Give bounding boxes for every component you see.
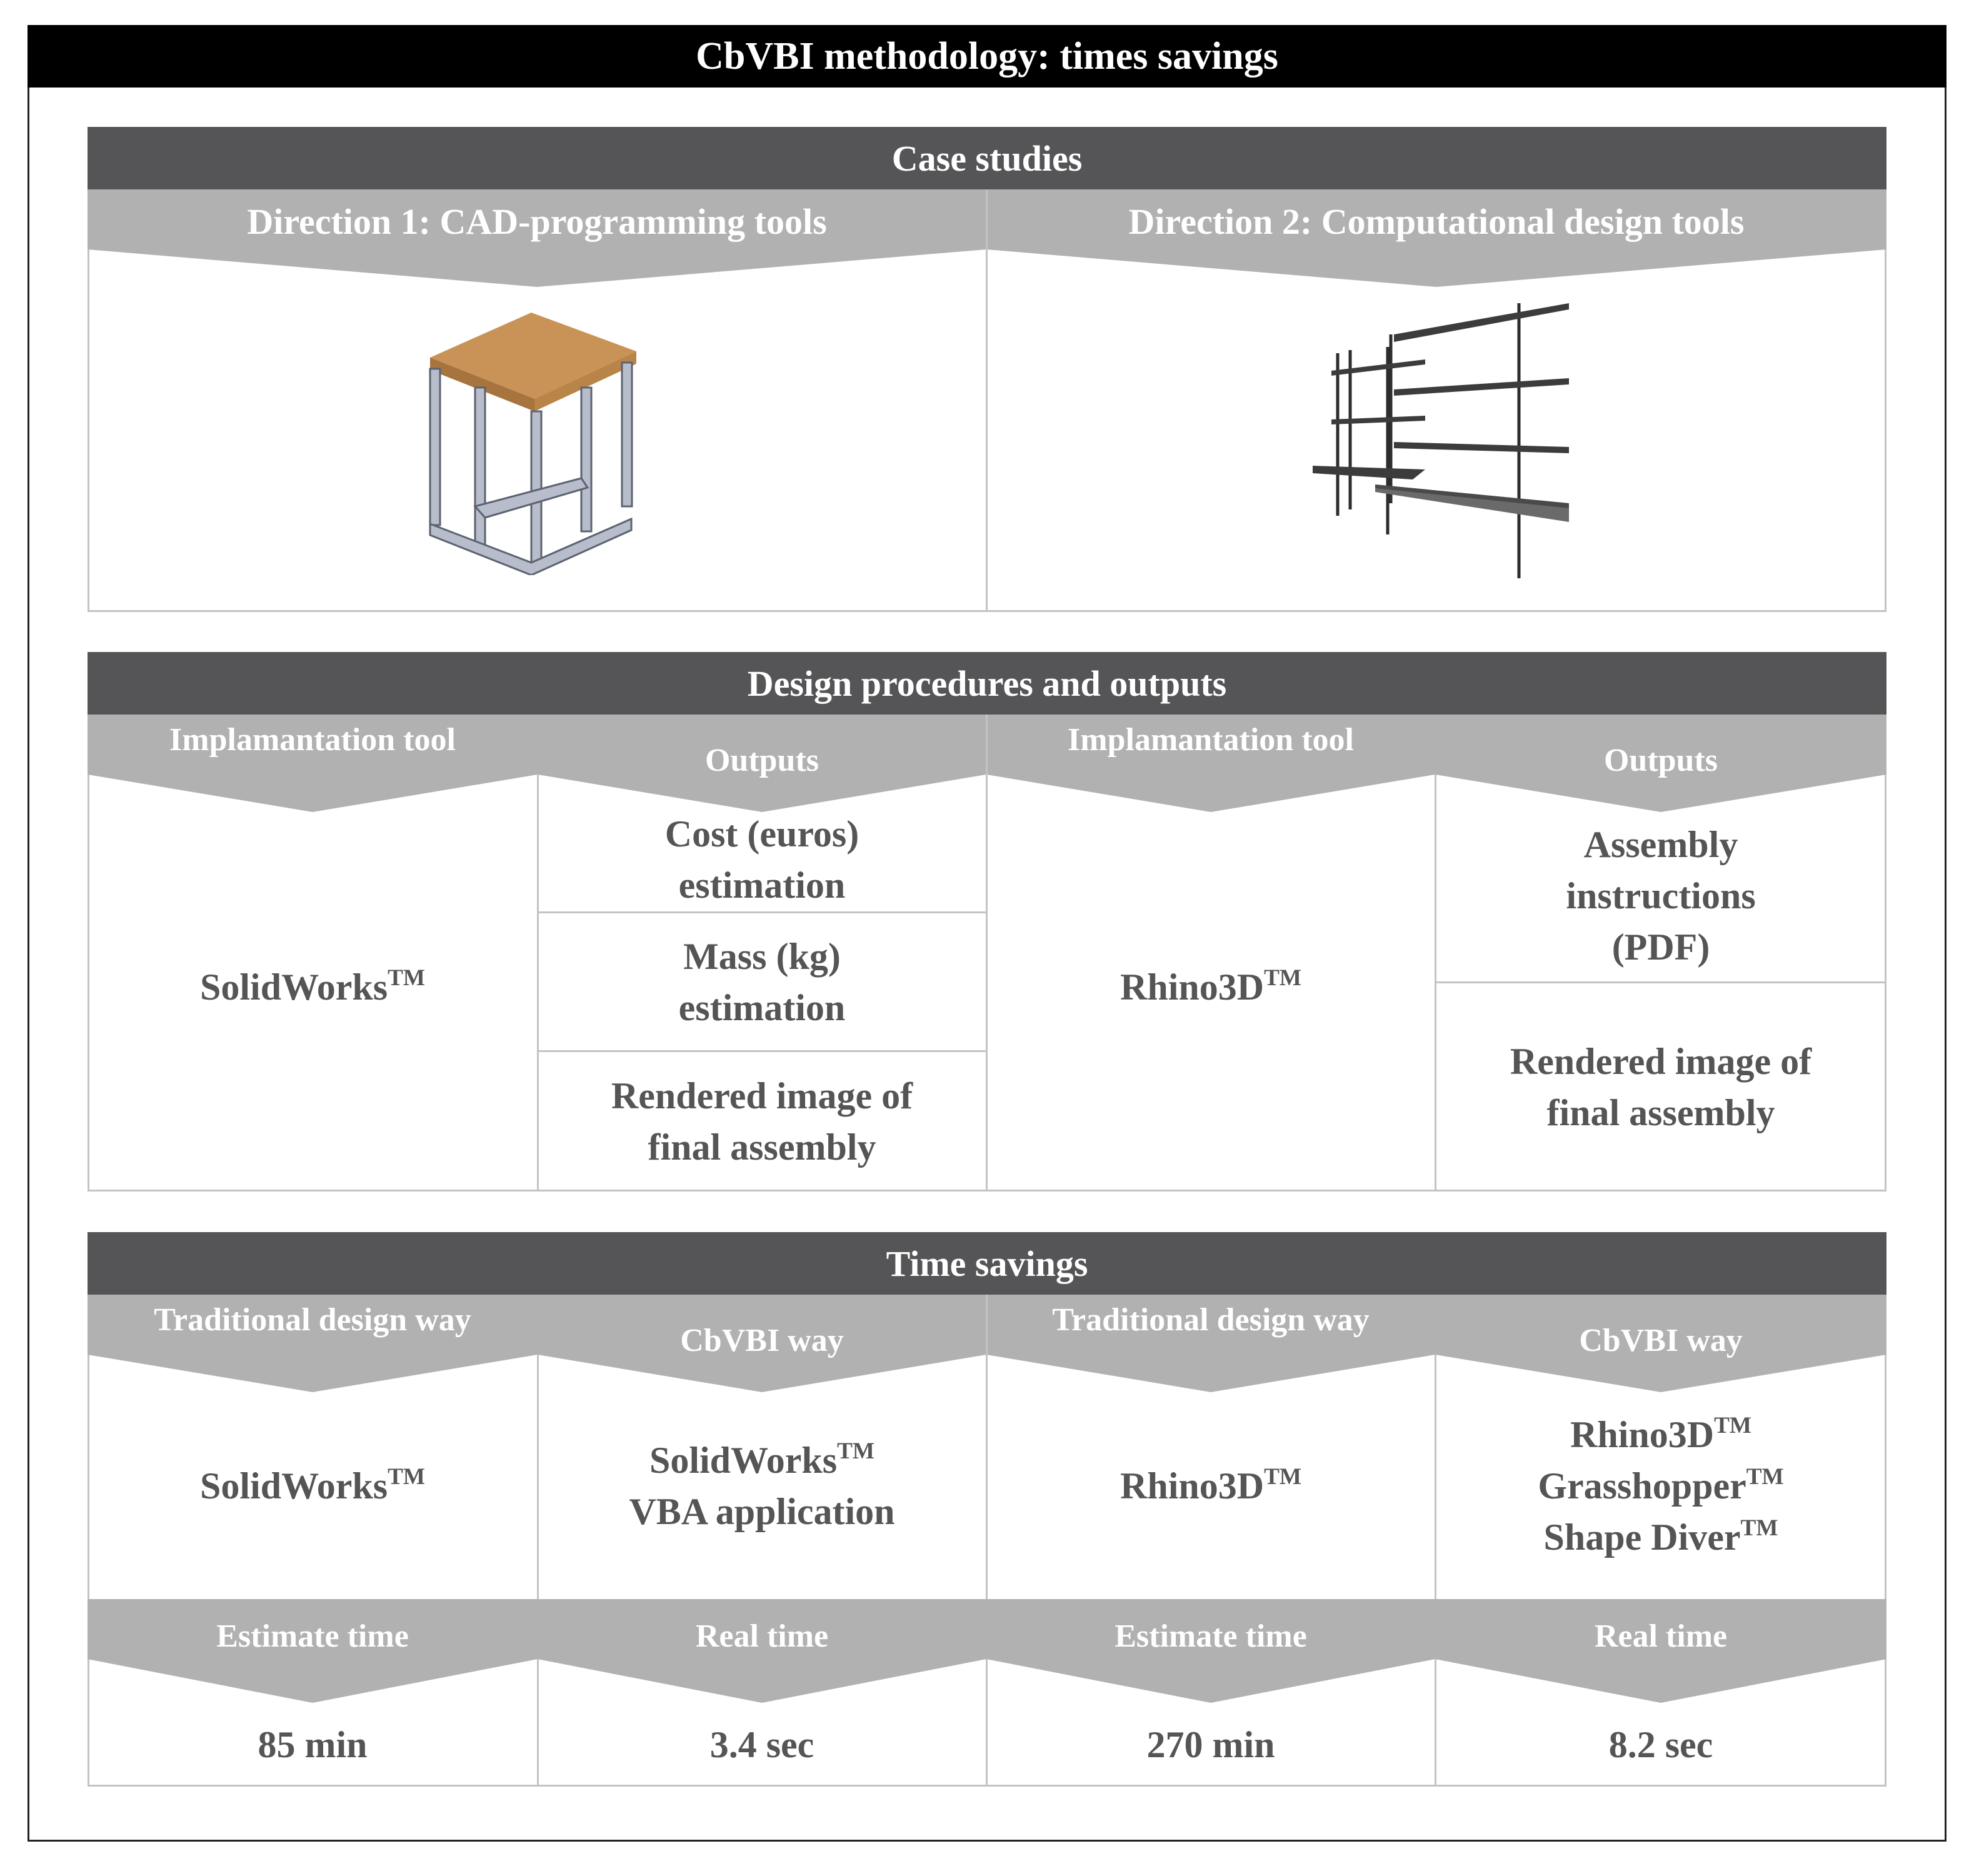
- d1-estimate-header: Estimate time: [88, 1599, 538, 1705]
- d1-output-sep-2: [538, 1050, 986, 1052]
- page-title: CbVBI methodology: times savings: [28, 25, 1946, 88]
- d1-traditional-tool: SolidWorks™: [199, 1463, 426, 1507]
- d1-tool-header: Implamantation tool: [88, 715, 538, 812]
- d2-tool-header: Implamantation tool: [986, 715, 1435, 812]
- d1-estimate-value: 85 min: [258, 1724, 368, 1765]
- d2-traditional-header: Traditional design way: [986, 1295, 1435, 1392]
- d2-traditional-tool: Rhino3D™: [1120, 1463, 1301, 1507]
- d1-output-cost: Cost (euros) estimation: [664, 813, 859, 906]
- direction-2-header: Direction 2: Computational design tools: [986, 189, 1886, 287]
- case-studies-divider: [986, 189, 988, 612]
- d1-real-header: Real time: [538, 1599, 986, 1705]
- case-studies-heading: Case studies: [88, 127, 1886, 189]
- d2-outputs-header: Outputs: [1435, 715, 1886, 812]
- design-heading: Design procedures and outputs: [88, 652, 1886, 715]
- d1-real-value: 3.4 sec: [709, 1724, 814, 1765]
- direction-1-header: Direction 1: CAD-programming tools: [88, 189, 986, 287]
- time-heading: Time savings: [88, 1232, 1886, 1295]
- d1-output-render: Rendered image of final assembly: [611, 1075, 913, 1168]
- d2-real-header: Real time: [1435, 1599, 1886, 1705]
- d2-output-assembly: Assembly instructions (PDF): [1566, 824, 1756, 968]
- d1-output-sep-1: [538, 911, 986, 913]
- d2-real-value: 8.2 sec: [1608, 1724, 1713, 1765]
- wall-shelving-icon: [1306, 297, 1581, 584]
- d2-cbvbi-tool: Rhino3D™ Grasshopper™ Shape Diver™: [1538, 1412, 1784, 1558]
- d2-cbvbi-header: CbVBI way: [1435, 1295, 1886, 1392]
- d1-tool-cell: SolidWorks™: [199, 965, 426, 1008]
- d2-estimate-value: 270 min: [1146, 1724, 1275, 1765]
- d1-cbvbi-tool: SolidWorks™ VBA application: [629, 1438, 895, 1532]
- d2-output-sep: [1435, 981, 1886, 983]
- d1-output-mass: Mass (kg) estimation: [678, 936, 846, 1028]
- d1-outputs-header: Outputs: [538, 715, 986, 812]
- d2-tool-cell: Rhino3D™: [1120, 965, 1301, 1008]
- d1-traditional-header: Traditional design way: [88, 1295, 538, 1392]
- d2-output-render: Rendered image of final assembly: [1510, 1041, 1812, 1133]
- d1-cbvbi-header: CbVBI way: [538, 1295, 986, 1392]
- side-table-icon: [413, 300, 644, 575]
- d2-estimate-header: Estimate time: [986, 1599, 1435, 1705]
